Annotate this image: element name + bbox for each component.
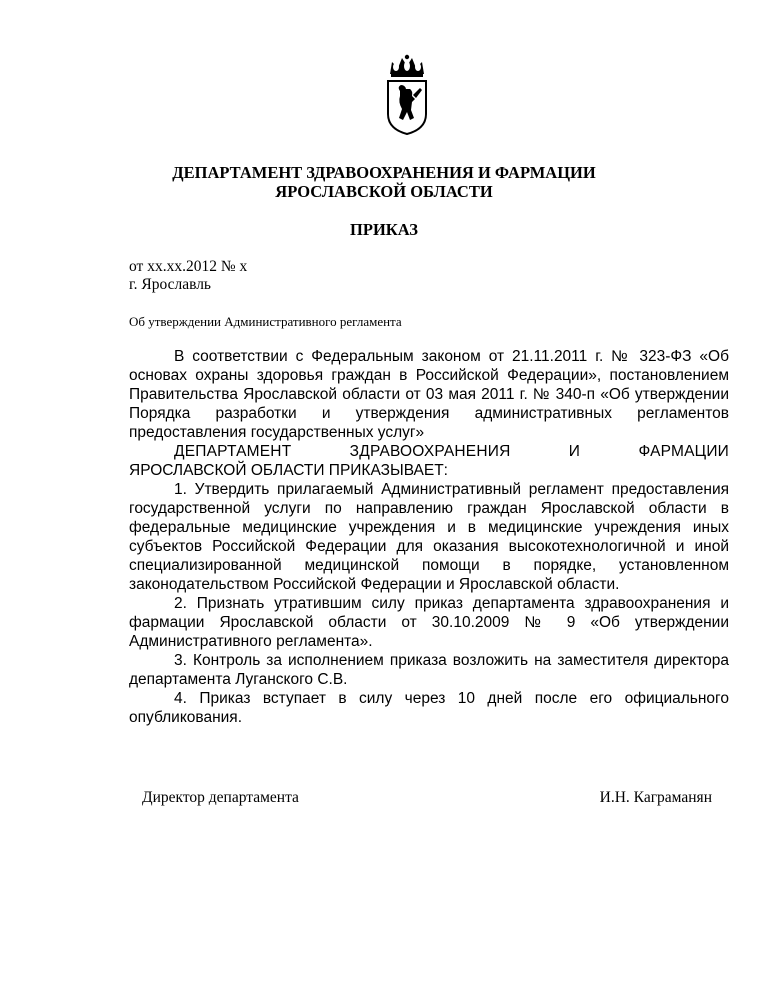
document-type: ПРИКАЗ	[350, 220, 418, 239]
order-item-2: 2. Признать утратившим силу приказ департамента здравоохранения и фармации Ярославской области от 30.10.2009 № 9 «Об утверждении Административного регламента».	[129, 595, 729, 650]
order-line2: ЯРОСЛАВСКОЙ ОБЛАСТИ ПРИКАЗЫВАЕТ:	[129, 462, 448, 479]
city: г. Ярославль	[129, 276, 211, 293]
document-body	[129, 347, 729, 727]
order-line1: ДЕПАРТАМЕНТ ЗДРАВООХРАНЕНИЯ И ФАРМАЦИИ	[174, 443, 729, 460]
order-item-3: 3. Контроль за исполнением приказа возложить на заместителя директора департамента Луганского С.В.	[129, 652, 729, 688]
preamble-paragraph: В соответствии с Федеральным законом от 21.11.2011 г. № 323-ФЗ «Об основах охраны здоровья граждан в Российской Федерации», постановлением Правительства Ярославской области от 03 мая 2011 г. № 340-п «Об утверждении Порядка разработки и утверждения административных регламентов предоставления государственных услуг»	[129, 348, 729, 441]
coat-of-arms-icon	[384, 54, 430, 136]
order-item-4: 4. Приказ вступает в силу через 10 дней после его официального опубликования.	[129, 690, 729, 726]
date-number: от хх.хх.2012 № х	[129, 258, 248, 275]
department-header	[0, 163, 768, 201]
order-item-1: 1. Утвердить прилагаемый Административный регламент предоставления государственной услуги по направлению граждан Ярославской области в федеральные медицинские учреждения и в медицинские учреждения иных субъектов Российской Федерации для оказания высокотехнологичной и иной специализированной медицинской помощи в порядке, установленном законодательством Российской Федерации и Ярославской области.	[129, 481, 729, 593]
signatory-position: Директор департамента	[142, 789, 299, 806]
document-meta	[129, 258, 247, 294]
signatory-name: И.Н. Каграманян	[599, 789, 712, 806]
document-subject: Об утверждении Административного регламента	[129, 314, 402, 329]
department-name-line1: ДЕПАРТАМЕНТ ЗДРАВООХРАНЕНИЯ И ФАРМАЦИИ	[172, 163, 596, 182]
department-name-line2: ЯРОСЛАВСКОЙ ОБЛАСТИ	[275, 182, 493, 201]
